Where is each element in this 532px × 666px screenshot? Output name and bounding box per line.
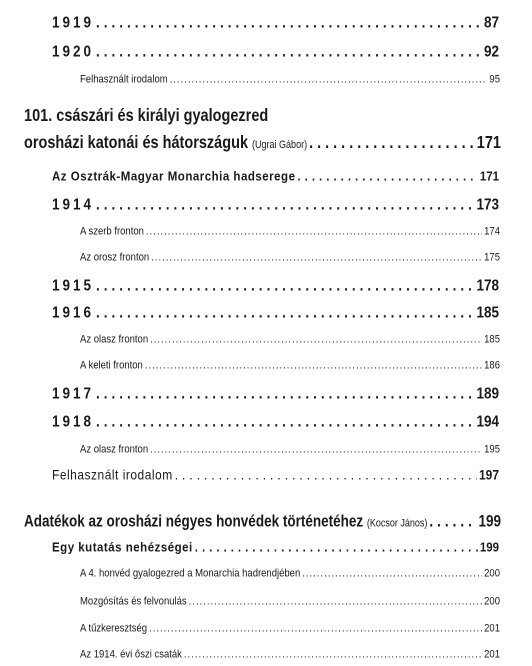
toc-entry-label: Az olasz fronton — [80, 443, 149, 456]
toc-entry-page: 195 — [484, 443, 500, 456]
toc-entry-page: 95 — [489, 73, 500, 86]
toc-entry[interactable] — [80, 440, 500, 456]
toc-entry[interactable] — [80, 645, 500, 661]
toc-entry[interactable] — [52, 381, 499, 402]
toc-entry-label: Felhasznált irodalom — [80, 73, 168, 86]
toc-entry[interactable] — [80, 356, 500, 372]
toc-entry-label — [24, 134, 307, 153]
leader-dots — [96, 14, 482, 31]
toc-entry[interactable] — [52, 192, 499, 213]
toc-entry-author: (Ugrai Gábor) — [252, 138, 308, 151]
toc-entry-label: 1918 — [52, 412, 95, 430]
leader-dots — [189, 595, 482, 608]
toc-entry-label: 1916 — [52, 303, 95, 321]
leader-dots — [302, 567, 482, 580]
toc-entry-label: Egy kutatás nehézségei — [52, 541, 193, 555]
toc-entry-page: 194 — [476, 412, 499, 430]
toc-entry-page: 201 — [484, 622, 500, 635]
toc-entry[interactable] — [52, 39, 499, 60]
toc-entry[interactable] — [80, 222, 500, 238]
toc-entry-label: 1914 — [52, 195, 95, 213]
leader-dots — [309, 134, 475, 153]
leader-dots — [195, 541, 478, 555]
toc-entry[interactable] — [24, 129, 501, 153]
toc-entry-author: (Kocsor János) — [366, 516, 428, 529]
leader-dots — [150, 443, 482, 456]
toc-entry-page: 197 — [478, 466, 499, 483]
toc-entry-label: Az Osztrák-Magyar Monarchia hadserege — [52, 170, 296, 184]
toc-entry-page: 171 — [479, 170, 499, 184]
section-heading: 101. császári és királyi gyalogezred — [24, 106, 269, 126]
toc-entry[interactable] — [80, 70, 500, 86]
toc-entry[interactable] — [52, 462, 499, 483]
toc-entry[interactable] — [80, 330, 500, 346]
section-title: orosházi katonái és hátországuk — [24, 133, 249, 153]
toc-entry-page: 189 — [476, 384, 499, 402]
leader-dots — [96, 385, 474, 402]
toc-entry-page: 171 — [476, 133, 501, 153]
toc-entry[interactable] — [80, 619, 500, 635]
toc-entry-page: 201 — [484, 648, 500, 661]
toc-entry[interactable] — [24, 506, 501, 530]
toc-entry-label: 1915 — [52, 276, 95, 294]
leader-dots — [175, 467, 477, 483]
toc-entry-page: 199 — [479, 541, 499, 555]
section-title: Adatékok az orosházi négyes honvédek történetéhez — [24, 512, 364, 530]
toc-entry[interactable] — [52, 300, 499, 321]
toc-entry-page: 173 — [476, 195, 499, 213]
toc-entry-page: 87 — [483, 13, 499, 31]
toc-entry-label: Felhasznált irodalom — [52, 466, 173, 483]
toc-entry-page: 186 — [484, 359, 500, 372]
toc-entry-page: 185 — [484, 333, 500, 346]
toc-entry[interactable] — [52, 163, 499, 184]
leader-dots — [146, 225, 482, 238]
leader-dots — [96, 43, 482, 60]
toc-entry-page: 199 — [478, 512, 501, 530]
toc-entry-page: 174 — [484, 225, 500, 238]
toc-entry-label: Az 1914. évi őszi csaták — [80, 648, 182, 661]
leader-dots — [151, 251, 482, 264]
leader-dots — [145, 359, 482, 372]
toc-entry[interactable] — [52, 534, 499, 555]
toc-entry-label: A keleti fronton — [80, 359, 143, 372]
toc-entry-page: 175 — [484, 251, 500, 264]
toc-entry-label: 1917 — [52, 384, 95, 402]
leader-dots — [429, 512, 476, 530]
toc-entry-page: 92 — [483, 42, 499, 60]
toc-entry-label — [24, 512, 427, 530]
toc-entry-label: 1920 — [52, 42, 95, 60]
toc-entry[interactable] — [80, 564, 500, 580]
leader-dots — [96, 413, 474, 430]
toc-entry-page: 185 — [476, 303, 499, 321]
toc-entry-label: Az orosz fronton — [80, 251, 150, 264]
leader-dots — [170, 73, 488, 86]
toc-entry-label: A szerb fronton — [80, 225, 144, 238]
toc-entry-page: 178 — [476, 276, 499, 294]
toc-entry[interactable] — [80, 248, 500, 264]
leader-dots — [184, 648, 482, 661]
leader-dots — [96, 304, 474, 321]
toc-entry[interactable] — [52, 273, 499, 294]
toc-entry-label: A 4. honvéd gyalogezred a Monarchia hadrendjében — [80, 567, 301, 580]
leader-dots — [297, 170, 477, 184]
leader-dots — [96, 277, 474, 294]
toc-entry-page: 200 — [484, 595, 500, 608]
toc-entry-page: 200 — [484, 567, 500, 580]
toc-entry-label: Az olasz fronton — [80, 333, 149, 346]
toc-entry[interactable] — [80, 592, 500, 608]
toc-entry[interactable] — [52, 10, 499, 31]
toc-entry-label: Mozgósítás és felvonulás — [80, 595, 187, 608]
leader-dots — [96, 196, 474, 213]
leader-dots — [149, 622, 482, 635]
toc-entry-label: 1919 — [52, 13, 95, 31]
toc-entry-label: A tűzkeresztség — [80, 622, 148, 635]
leader-dots — [150, 333, 482, 346]
toc-entry[interactable] — [52, 409, 499, 430]
